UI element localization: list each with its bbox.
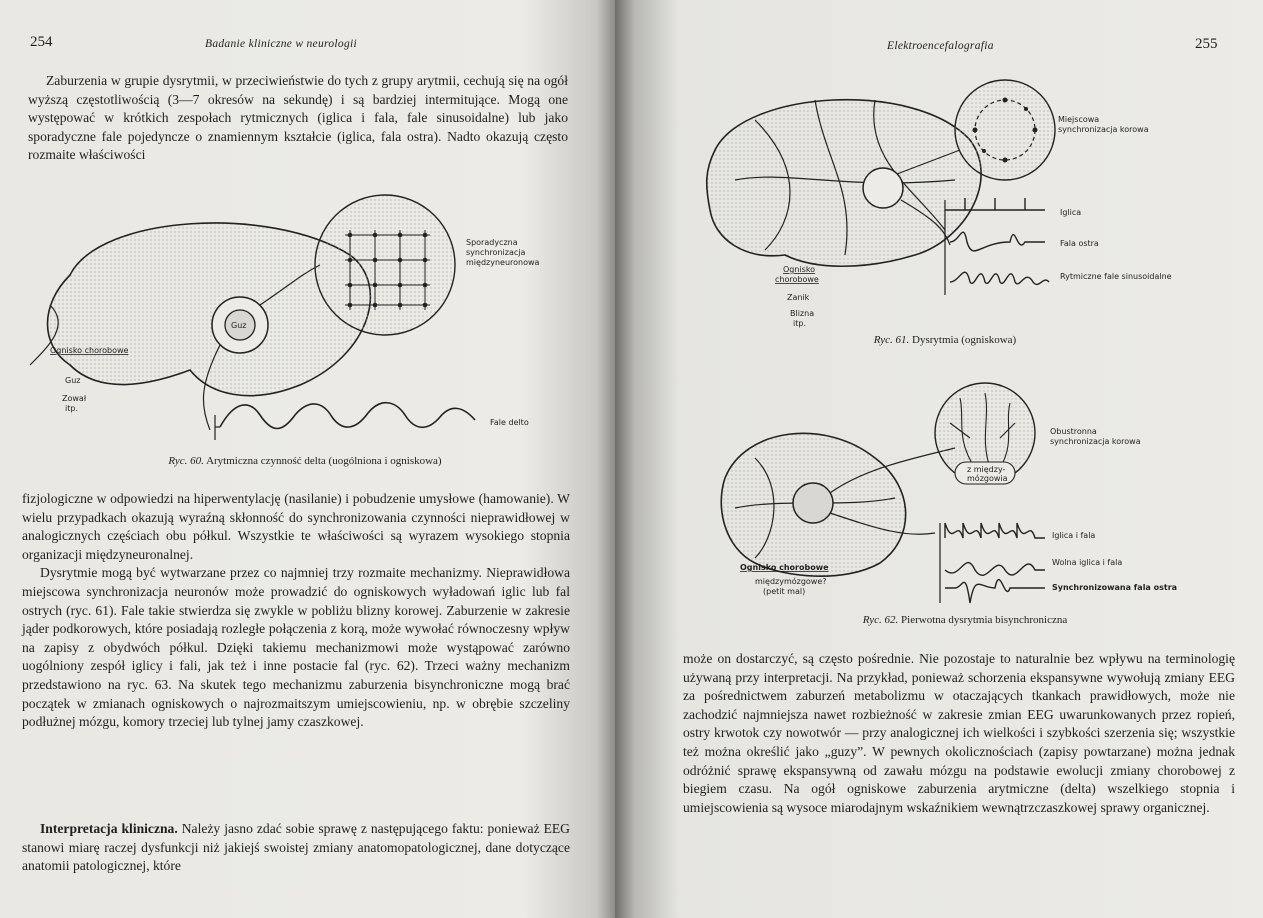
synchronization-inset bbox=[315, 195, 455, 335]
figure-60 bbox=[10, 195, 610, 485]
paragraph-text: Dysrytmie mogą być wytwarzane przez co najmniej trzy rozmaite mechanizmy. Nieprawidłowa miejscowa synchronizacja neuronów może prowadzić do ogniskowych wyładowań iglic lub fal ostrych (ryc. 61). Fale takie stwierdza się zwykle w pobliżu blizny korowej. Zaburzenie w zakresie jąder podkorowych, które posiadają rozległe połączenia z korą, może wywołać równoczesny wpływ na zapisy z obydwóch półkul. Dzięki takiemu mechanizmowi może wystąpować zarówno uogólniony zespół iglicy i fali, jak też i inne postacie fal (ryc. 62). Trzeci ważny mechanizm przedstawiono na ryc. 63. Na skutek tego mechanizmu zaburzenia bisynchroniczne mogą brać początek w zmianach ogniskowych o najrozmaitszym umiejscowieniu, np. w obrębie szczeliny podłużnej mózgu, komory trzeciej lub tylnej jamy czaszkowej. bbox=[22, 565, 570, 730]
iglica-fala-label: Iglica i fala bbox=[1052, 531, 1096, 540]
figure-62 bbox=[615, 378, 1235, 608]
running-head: Badanie kliniczne w neurologii bbox=[205, 38, 357, 50]
fala-ostra-label: Fala ostra bbox=[1060, 239, 1099, 248]
focus-circle bbox=[793, 483, 833, 523]
delta-wave bbox=[220, 403, 475, 429]
sharp-wave-trace bbox=[950, 232, 1045, 251]
sync-label-1: Sporadyczna bbox=[466, 238, 518, 247]
sync-label-2: synchronizacja korowa bbox=[1050, 437, 1141, 446]
paragraph-text: fizjologiczne w odpowiedzi na hiperwentylację (nasilanie) i pobudzenie umysłowe (hamowanie). W wielu przypadkach okazują wyraźną skłonność do synchronizowania czynności nieprawidłowej w analogicznych częściach obu półkul. Wszystkie te właściwości są wyrazem wysokiego stopnia organizacji międzyneuronalnej. bbox=[22, 491, 570, 562]
figure-61 bbox=[615, 70, 1235, 328]
focus-label: Ognisko chorobowe bbox=[740, 563, 829, 572]
figure-caption bbox=[795, 614, 1135, 626]
focus-label: Ognisko chorobowe bbox=[50, 346, 129, 355]
section-heading: Interpretacja kliniczna. bbox=[40, 821, 178, 836]
midbrain-label-1: międzymózgowe? bbox=[755, 577, 827, 586]
sync-label-1: Obustronna bbox=[1050, 427, 1097, 436]
paragraph-text: może on dostarczyć, są często pośrednie. Nie pozostaje to naturalnie bez wpływu na terminologię używaną przy interpretacji. Na przykład, ponieważ schorzenia ekspansywne wywołują zmiany EEG za pośrednictwem zaburzeń metabolizmu w otaczających tkankach prawidłowych, może nie zachodzić najmniejsza nawet rozbieżność w zakresie zmian EEG uwarunkowanych przez ropień, ostry krwotok czy nowotwór — przy analogicznej ich wielkości i szybkości szerzenia się; wszystkie też można określić jako „guzy”. W pewnych okolicznościach (zapisy powtarzane) można jednak odróżnić sprawę ekspansywną od zawału mózgu na podstawie ewolucji zmiany chorobowej z biegiem czasu. Na ogół ogniskowe zaburzenia arytmiczne (delta) wszelkiego stopnia i umiejscowienia są wysoce miarodajnym wskaźnikiem wewnątrzczaszkowej sprawy organicznej. bbox=[683, 651, 1235, 815]
caption-label: Ryc. 62. bbox=[862, 614, 899, 626]
paragraph bbox=[28, 72, 568, 165]
paragraph bbox=[683, 650, 1235, 817]
spike-wave-trace bbox=[945, 523, 1045, 538]
sync-label-3: międzyneuronowa bbox=[466, 258, 540, 267]
paragraph bbox=[22, 820, 570, 876]
sync-sharp-trace bbox=[945, 580, 1045, 603]
paragraph-text: Zaburzenia w grupie dysrytmii, w przeciwieństwie do tych z grupy arytmii, cechują się na ogół wyższą częstotliwością (3—7 okresów na sekundę) i są bardziej intermitujące. Mogą one występować w krótkich zespołach rytmicznych (iglica i fala, fale sinusoidalne) lub jako sporadyczne fale pojedyncze o znamiennym kształcie (iglica, fala ostra). Nadto okazują często rozmaite właściwości bbox=[28, 73, 568, 163]
sync-label-2: synchronizacja korowa bbox=[1058, 125, 1149, 134]
inner-label-1: z między- bbox=[967, 465, 1006, 474]
left-page bbox=[0, 0, 615, 918]
sync-label-1: Miejscowa bbox=[1058, 115, 1100, 124]
paragraph-text: Należy jasno zdać sobie sprawę z następującego faktu: ponieważ EEG stanowi miarę raczej dysfunkcji niż jakiejś swoistej zmiany anatomopatologicznej, dane dotyczące anatomii patologicznej, które bbox=[22, 821, 570, 874]
guz-label: Guz bbox=[65, 376, 81, 385]
caption-label: Ryc. 60. bbox=[168, 455, 204, 467]
blizna-itp-label: itp. bbox=[793, 319, 806, 328]
caption-text: Arytmiczna czynność delta (uogólniona i ogniskowa) bbox=[206, 455, 442, 467]
wave-label: Fale delto bbox=[490, 418, 529, 427]
caption-text: Dysrytmia (ogniskowa) bbox=[912, 334, 1017, 346]
focus-label-1: Ognisko bbox=[783, 265, 816, 274]
iglica-label: Iglica bbox=[1060, 208, 1082, 217]
paragraph bbox=[22, 490, 570, 732]
blizna-label: Blizna bbox=[790, 309, 815, 318]
zowal-label: Zował bbox=[62, 394, 87, 403]
wolna-label: Wolna iglica i fala bbox=[1052, 558, 1123, 567]
sync-fala-label: Synchronizowana fala ostra bbox=[1052, 583, 1178, 592]
sync-label-2: synchronizacja bbox=[466, 248, 526, 257]
sinusoidal-trace bbox=[950, 272, 1049, 284]
focus-label-2: chorobowe bbox=[775, 275, 819, 284]
running-head: Elektroencefalografia bbox=[887, 40, 994, 52]
rytmiczne-label: Rytmiczne fale sinusoidalne bbox=[1060, 272, 1172, 281]
figure-caption bbox=[60, 455, 550, 467]
zanik-label: Zanik bbox=[787, 293, 810, 302]
synchronization-inset bbox=[955, 80, 1055, 180]
midbrain-label-2: (petit mal) bbox=[763, 587, 806, 596]
guz-inner-label: Guz bbox=[231, 321, 247, 330]
page-number: 255 bbox=[1195, 36, 1218, 52]
caption-text: Pierwotna dysrytmia bisynchroniczna bbox=[901, 614, 1068, 626]
figure-caption bbox=[795, 334, 1095, 346]
inner-label-2: mózgowia bbox=[967, 474, 1008, 483]
right-page bbox=[615, 0, 1263, 918]
page-number: 254 bbox=[30, 34, 53, 50]
caption-label: Ryc. 61. bbox=[873, 334, 910, 346]
brain-outline bbox=[707, 100, 981, 267]
zowal-itp-label: itp. bbox=[65, 404, 78, 413]
slow-spike-trace bbox=[945, 563, 1045, 576]
